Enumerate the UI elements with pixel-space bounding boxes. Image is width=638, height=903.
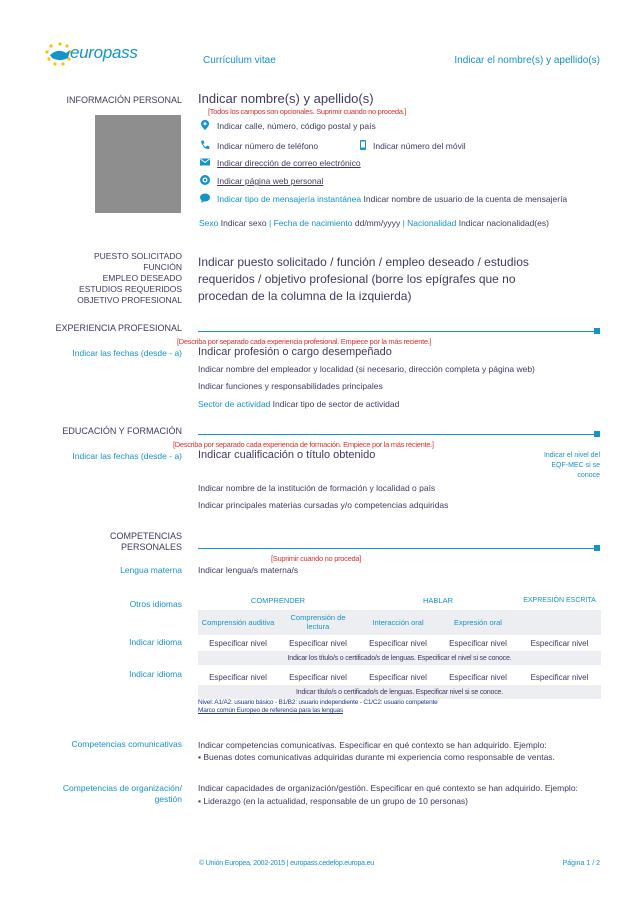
job-label-2: FUNCIÓN [143,262,182,272]
europass-logo [40,38,150,68]
eqf-1: Indicar el nivel del [543,452,600,459]
lang1-level-3: Especificar nivel [369,638,427,648]
sep-1: | [268,218,272,228]
lang2-level-1: Especificar nivel [209,672,267,682]
skills-label-2: PERSONALES [120,542,182,552]
lang2-level-2: Especificar nivel [289,672,347,682]
job-label-1: PUESTO SOLICITADO [93,251,182,261]
photo-placeholder [95,115,181,213]
th-lectura-1: Comprensión de [290,613,346,623]
sector-value: Indicar tipo de sector de actividad [272,399,400,409]
experience-employer: Indicar nombre del empleador y localidad (si necesario, dirección completa y página web) [198,364,535,374]
header-name: Indicar el nombre(s) y apellido(s) [454,55,600,66]
email-link[interactable]: Indicar dirección de correo electrónico [217,158,361,168]
th-auditiva: Comprensión auditiva [201,617,275,627]
job-label-4: ESTUDIOS REQUERIDOS [79,284,182,294]
job-text-3: procedan de la columna de la izquierda) [198,289,412,303]
birth-label: Fecha de nacimiento [273,218,353,228]
lang1-level-4: Especificar nivel [449,638,507,648]
lang2-level-3: Especificar nivel [369,672,427,682]
job-text-2: requeridos / objetivo profesional (borre los epígrafes que no [198,272,516,286]
experience-divider-square [594,328,600,334]
optional-note: [Todos los campos son opcionales. Suprimir cuando no proceda.] [208,107,407,116]
education-note: [Describa por separado cada experiencia de formación. Empiece por la más reciente.] [173,440,434,449]
sep-2: | [402,218,405,228]
sex-birth-nat-row [199,218,549,228]
lang2-label: Indicar idioma [129,669,182,679]
phone-icon [199,139,211,151]
footer-copyright: © Unión Europea, 2002-2015 | europass.cedefop.europa.eu [199,860,374,867]
experience-note: [Describa por separado cada experiencia profesional. Empiece por la más reciente.] [177,337,432,346]
th-lectura [278,609,358,635]
skills-label-1: COMPETENCIAS [109,531,182,541]
web-icon [199,174,211,186]
sex-value: Indicar sexo [220,218,267,228]
lang2-level-5: Especificar nivel [530,672,589,682]
org-example: ▪ Liderazgo (en la actualidad, responsable de un grupo de 10 personas) [198,796,469,806]
section-education-label: EDUCACIÓN Y FORMACIÓN [62,426,182,436]
lang1-label: Indicar idioma [129,637,182,647]
email-icon [199,156,211,168]
location-icon [199,119,211,131]
language-table [198,593,601,699]
experience-dates: Indicar las fechas (desde - a) [72,348,182,358]
other-languages-label: Otros idiomas [129,599,182,609]
doc-type: Currículum vitae [203,55,276,66]
im-row [217,194,567,204]
th-empty [518,609,601,635]
footer-page: Página 1 / 2 [562,860,600,867]
section-personal-label: INFORMACIÓN PERSONAL [66,95,182,105]
th-escrita: EXPRESIÓN ESCRITA [523,597,596,605]
skills-note: [Suprimir cuando no proceda] [271,554,361,563]
education-subjects: Indicar principales materias cursadas y/o competencias adquiridas [198,500,449,510]
job-label-3: EMPLEO DESEADO [102,273,182,283]
th-expresion: Expresión oral [454,617,502,627]
phone-text: Indicar número de teléfono [217,141,319,151]
education-title: Indicar cualificación o título obtenido [198,449,376,461]
sector-label: Sector de actividad [198,399,271,409]
lang2-level-4: Especificar nivel [449,672,507,682]
nat-value: Indicar nacionalidad(es) [458,218,549,228]
skills-divider-square [594,545,600,551]
lang2-cert: Indicar título/s o certificado/s de lenguas. Especificar nivel si se conoce. [296,688,503,696]
education-dates: Indicar las fechas (desde - a) [72,451,182,461]
th-interaccion: Interacción oral [372,617,424,627]
nat-label: Nacionalidad [407,218,457,228]
th-lectura-2: lectura [306,622,330,632]
birth-value: dd/mm/yyyy [354,218,401,228]
education-divider-square [594,431,600,437]
address-text: Indicar calle, número, código postal y país [217,121,376,131]
eqf-2: EQF-MEC si se [551,462,600,469]
im-type: Indicar tipo de mensajería instantánea [217,194,362,204]
job-text-1: Indicar puesto solicitado / función / empleo deseado / estudios [198,255,529,269]
skills-divider [198,548,598,549]
im-user: Indicar nombre de usuario de la cuenta de mensajería [363,194,568,204]
lang1-level-2: Especificar nivel [289,638,347,648]
experience-functions: Indicar funciones y responsabilidades principales [198,381,383,391]
experience-divider [198,331,598,332]
mother-tongue-label: Lengua materna [120,565,182,575]
lang1-cert: Indicar los título/s o certificado/s de lenguas. Especificar el nivel si se conoce. [287,654,512,662]
comm-example: ▪ Buenas dotes comunicativas adquiridas durante mi experiencia como responsable de ventas. [198,752,555,762]
section-experience-label: EXPERIENCIA PROFESIONAL [55,323,182,333]
org-label-1: Competencias de organización/ [62,783,182,793]
mobile-text: Indicar número del móvil [373,141,466,151]
logo-text: europass [70,43,138,62]
org-text: Indicar capacidades de organización/gestión. Especificar en qué contexto se han adquirido. Ejemplo: [198,783,578,793]
mother-tongue-value: Indicar lengua/s materna/s [198,565,299,575]
job-label-5: OBJETIVO PROFESIONAL [77,295,182,305]
sex-label: Sexo [199,218,219,228]
comm-text: Indicar competencias comunicativas. Especificar en qué contexto se han adquirido. Ejemplo: [198,740,547,750]
education-institution: Indicar nombre de la institución de formación y localidad o país [198,483,436,493]
lang1-level-1: Especificar nivel [209,638,267,648]
th-comprender: COMPRENDER [250,596,306,606]
chat-icon [199,192,211,204]
experience-title: Indicar profesión o cargo desempeñado [198,346,392,358]
th-hablar: HABLAR [422,596,453,606]
experience-sector-row [198,399,399,409]
comm-label: Competencias comunicativas [71,739,182,749]
org-label-2: gestión [154,794,182,804]
framework-link[interactable]: Marco común Europeo de referencia para las lenguas [198,707,344,714]
mobile-icon [357,139,369,151]
eqf-3: conoce [577,472,600,479]
levels-note: Nivel: A1/A2: usuario básico - B1/B2: usuario independiente - C1/C2: usuario competente [198,699,438,706]
education-divider [198,434,598,435]
personal-name: Indicar nombre(s) y apellido(s) [198,91,374,106]
web-link[interactable]: Indicar página web personal [217,176,324,186]
lang1-level-5: Especificar nivel [530,638,589,648]
